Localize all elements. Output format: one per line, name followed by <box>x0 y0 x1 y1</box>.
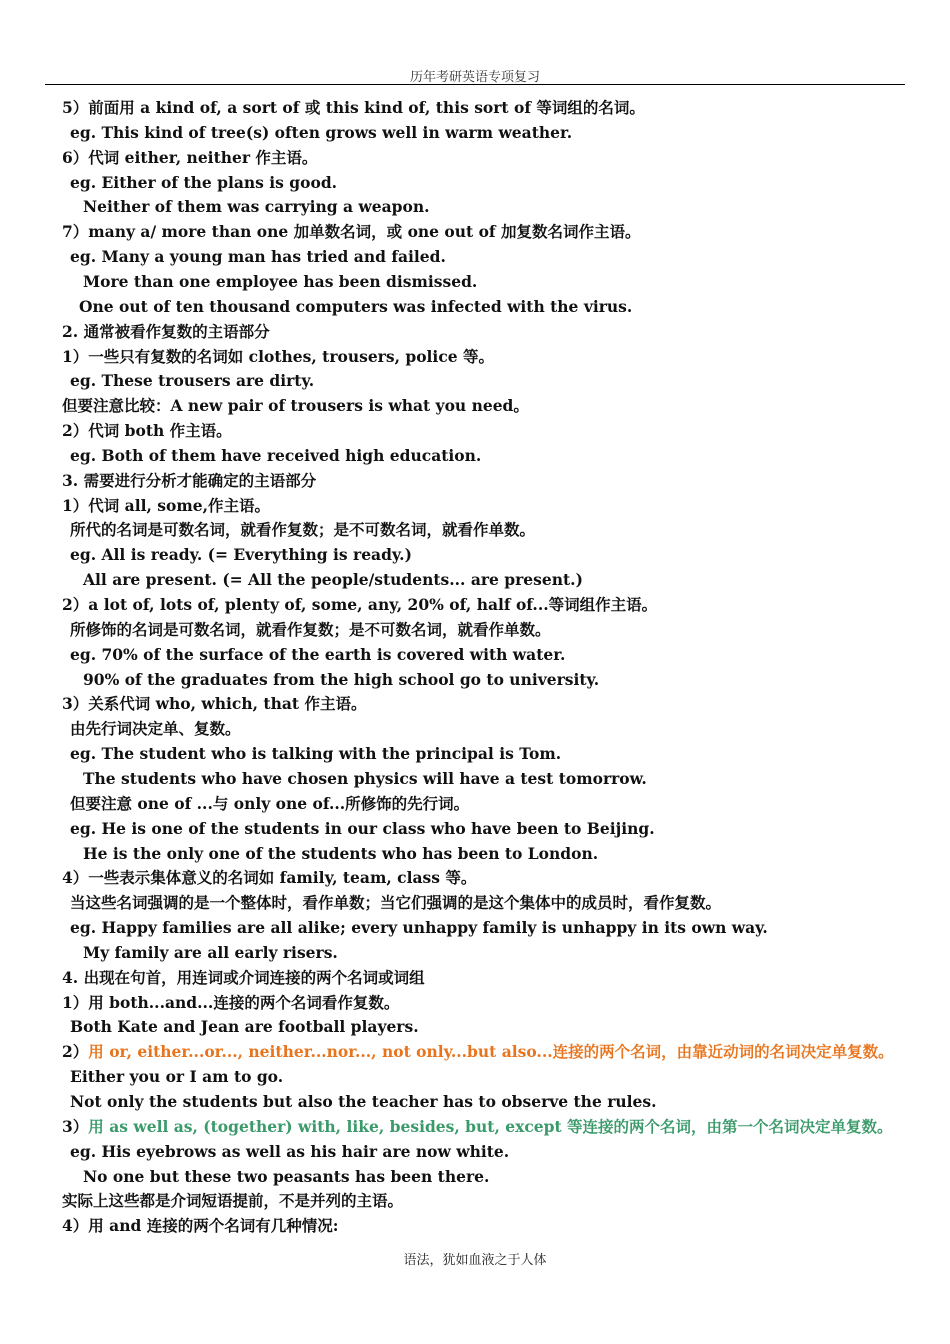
text-line: 6）代词 either, neither 作主语。 <box>62 147 318 167</box>
text-line: 3）关系代词 who, which, that 作主语。 <box>62 694 367 714</box>
text-line: 90% of the graduates from the high school go to university. <box>83 669 600 689</box>
text-line: eg. All is ready. (= Everything is ready.) <box>70 545 412 565</box>
text-line: 所修饰的名词是可数名词，就看作复数；是不可数名词，就看作单数。 <box>70 619 551 639</box>
text-line: The students who have chosen physics will have a test tomorrow. <box>83 768 647 788</box>
text-line: 实际上这些都是介词短语提前，不是并列的主语。 <box>62 1191 404 1211</box>
page-header-title: 历年考研英语专项复习 <box>409 70 540 85</box>
text-line: eg. The student who is talking with the principal is Tom. <box>70 744 562 764</box>
text-line: 5）前面用 a kind of, a sort of 或 this kind of, this sort of 等词组的名词。 <box>62 98 645 117</box>
text-line: Both Kate and Jean are football players. <box>70 1017 419 1037</box>
text-line: 4）用 and 连接的两个名词有几种情况: <box>62 1216 339 1236</box>
text-line: eg. Happy families are all alike; every unhappy family is unhappy in its own way. <box>70 918 768 938</box>
list-number: 2） <box>62 1042 89 1062</box>
text-line: 1）用 both...and...连接的两个名词看作复数。 <box>62 992 400 1012</box>
text-line: More than one employee has been dismissed. <box>83 271 478 291</box>
text-line: 4. 出现在句首，用连词或介词连接的两个名词或词组 <box>62 967 425 987</box>
text-line: eg. His eyebrows as well as his hair are now white. <box>70 1141 510 1161</box>
text-line: No one but these two peasants has been there. <box>83 1166 490 1186</box>
text-line: 所代的名词是可数名词，就看作复数；是不可数名词，就看作单数。 <box>70 520 536 540</box>
text-line: eg. This kind of tree(s) often grows well in warm weather. <box>70 122 573 142</box>
text-line: 2）代词 both 作主语。 <box>62 421 232 441</box>
text-line: eg. Either of the plans is good. <box>70 172 338 192</box>
text-line: 但要注意 one of ...与 only one of...所修饰的先行词。 <box>70 793 470 813</box>
text-line: eg. Both of them have received high education. <box>70 445 482 465</box>
text-line: 7）many a/ more than one 加单数名词，或 one out of 加复数名词作主语。 <box>62 222 641 242</box>
text-line: All are present. (= All the people/students... are present.) <box>83 570 583 590</box>
header-divider <box>45 84 905 85</box>
text-line: 1）代词 all, some,作主语。 <box>62 495 271 515</box>
text-line: Neither of them was carrying a weapon. <box>83 197 430 217</box>
text-line: 2）a lot of, lots of, plenty of, some, any, 20% of, half of...等词组作主语。 <box>62 595 658 614</box>
text-line: eg. These trousers are dirty. <box>70 371 315 391</box>
text-line: He is the only one of the students who has been to London. <box>83 843 599 863</box>
text-line: Not only the students but also the teacher has to observe the rules. <box>70 1092 657 1111</box>
text-line: 3. 需要进行分析才能确定的主语部分 <box>62 470 317 490</box>
text-line: 4）一些表示集体意义的名词如 family, team, class 等。 <box>62 868 477 888</box>
page-footer-text: 语法，犹如血液之于人体 <box>403 1253 547 1268</box>
text-line: eg. He is one of the students in our class who have been to Beijing. <box>70 818 655 838</box>
text-line: 1）一些只有复数的名词如 clothes, trousers, police 等。 <box>62 346 495 366</box>
text-line <box>62 1117 893 1137</box>
text-line: One out of ten thousand computers was infected with the virus. <box>79 296 633 316</box>
text-line: 但要注意比较：A new pair of trousers is what you need。 <box>62 396 529 416</box>
text-line: Either you or I am to go. <box>70 1067 284 1087</box>
text-line: 当这些名词强调的是一个整体时，看作单数；当它们强调的是这个集体中的成员时，看作复数。 <box>70 893 722 913</box>
text-line: eg. Many a young man has tried and failed. <box>70 247 446 267</box>
text-line: My family are all early risers. <box>83 942 338 962</box>
text-line: 2. 通常被看作复数的主语部分 <box>62 321 270 341</box>
text-line <box>62 1042 894 1062</box>
text-line: eg. 70% of the surface of the earth is covered with water. <box>70 644 566 664</box>
highlighted-rule-text: 用 as well as, (together) with, like, besides, but, except 等连接的两个名词，由第一个名词决定单复数。 <box>88 1116 893 1136</box>
text-line: 由先行词决定单、复数。 <box>70 719 241 739</box>
highlighted-rule-text: 用 or, either...or..., neither...nor..., not only...but also...连接的两个名词，由靠近动词的名词决定单复数。 <box>88 1042 894 1062</box>
list-number: 3） <box>62 1116 89 1136</box>
